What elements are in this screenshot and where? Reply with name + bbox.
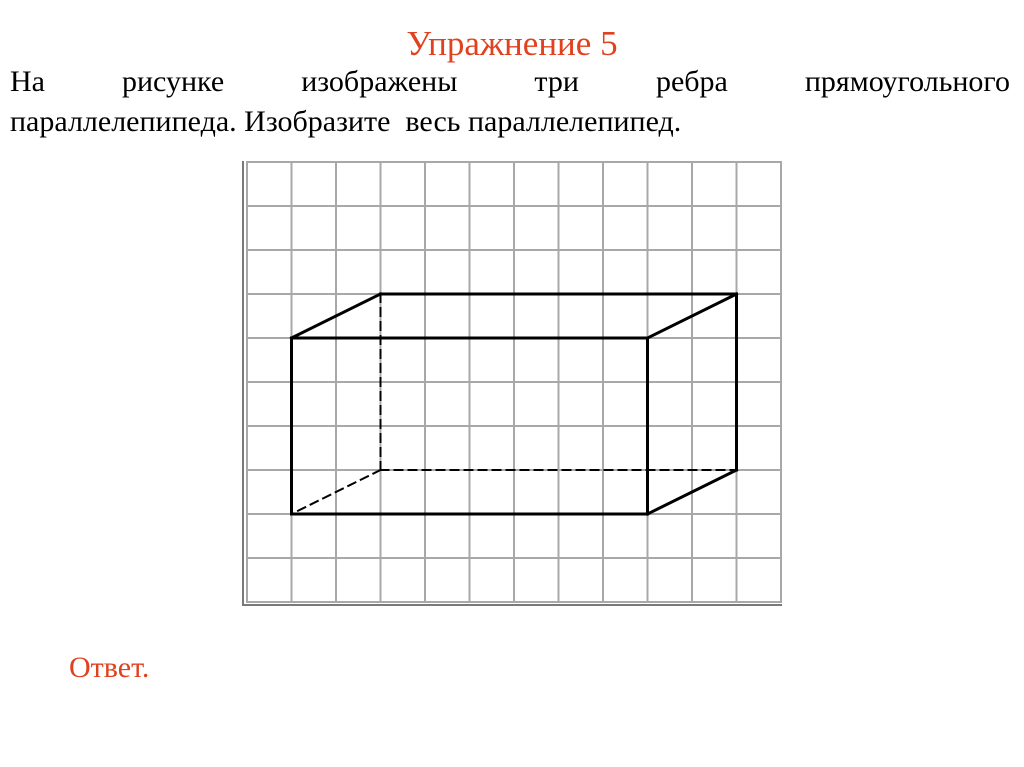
slide-title: Упражнение 5 <box>406 24 618 63</box>
task-text <box>10 62 1010 142</box>
task-word: прямоугольного <box>804 65 1010 98</box>
task-line-1 <box>10 62 1010 102</box>
task-word: ребра <box>655 65 728 98</box>
answer-label: Ответ. <box>69 651 150 684</box>
grid-lines <box>243 162 781 605</box>
task-word: рисунке <box>122 65 225 98</box>
task-line-2: параллелепипеда. Изобразите весь параллелепипед. <box>10 105 682 138</box>
task-word: три <box>534 65 579 98</box>
task-word: На <box>10 65 45 98</box>
grid-figure <box>236 156 792 606</box>
task-word: изображены <box>301 65 458 98</box>
